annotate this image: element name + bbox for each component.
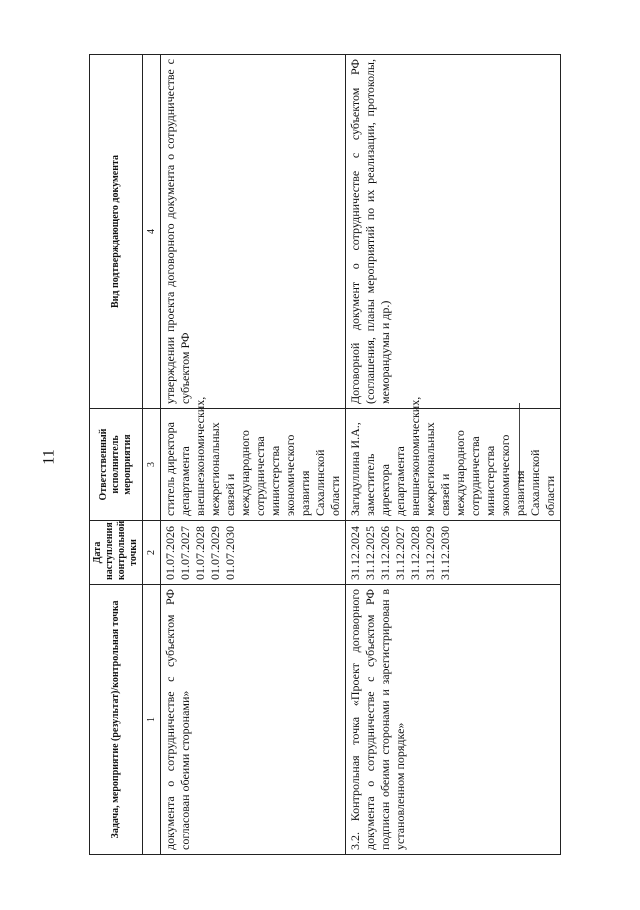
date-value: 31.12.2028 [408, 526, 422, 580]
date-value: 31.12.2025 [363, 526, 377, 580]
task-cell: 3.2. Контрольная точка «Проект договорного документа о сотрудничестве с субъектом РФ подписан обеими сторонами и зарегистрирован в установленном порядке» [346, 585, 561, 855]
date-value: 31.12.2026 [378, 526, 392, 580]
date-value: 31.12.2029 [423, 526, 437, 580]
rotated-table-container [89, 55, 557, 855]
page-number: 11 [40, 449, 58, 465]
date-value: 01.07.2029 [208, 526, 222, 580]
document-cell: Договорной документ о сотрудничестве с субъектом РФ (соглашения, планы мероприятий по их реализации, протоколы, меморандумы и др.) [346, 55, 561, 409]
column-number: 4 [143, 55, 161, 409]
date-value: 01.07.2027 [178, 526, 192, 580]
header-task: Задача, мероприятие (результат)/контрольная точка [90, 585, 143, 855]
column-number: 1 [143, 585, 161, 855]
header-document: Вид подтверждающего документа [90, 55, 143, 409]
date-value: 01.07.2026 [163, 526, 177, 580]
column-number: 2 [143, 521, 161, 585]
column-numbers-row [143, 55, 161, 855]
control-points-table [89, 54, 561, 855]
dates-cell [346, 521, 561, 585]
header-date: Дата наступления контрольной точки [90, 521, 143, 585]
column-number: 3 [143, 409, 161, 521]
document-cell: утверждении проекта договорного документа о сотрудничестве с субъектом РФ [161, 55, 346, 409]
date-value: 01.07.2028 [193, 526, 207, 580]
header-executor: Ответственный исполнитель мероприятия [90, 409, 143, 521]
table-header-row [90, 55, 143, 855]
date-value: 31.12.2024 [348, 526, 362, 580]
date-value: 31.12.2027 [393, 526, 407, 580]
date-value: 01.07.2030 [223, 526, 237, 580]
dates-cell [161, 521, 346, 585]
executor-cell: ститель директора департамента внешнеэкономических, межрегиональных связей и международного сотрудничества министерства экономического развития Сахалинской области [161, 409, 346, 521]
table-row [161, 55, 346, 855]
table-row [346, 55, 561, 855]
task-cell: документа о сотрудничестве с субъектом РФ согласован обеими сторонами» [161, 585, 346, 855]
executor-cell: Загидуллина И.А., заместитель директора департамента внешнеэкономических, межрегиональных связей и международного сотрудничества министерства экономического развития Сахалинской области [346, 409, 561, 521]
date-value: 31.12.2030 [438, 526, 452, 580]
